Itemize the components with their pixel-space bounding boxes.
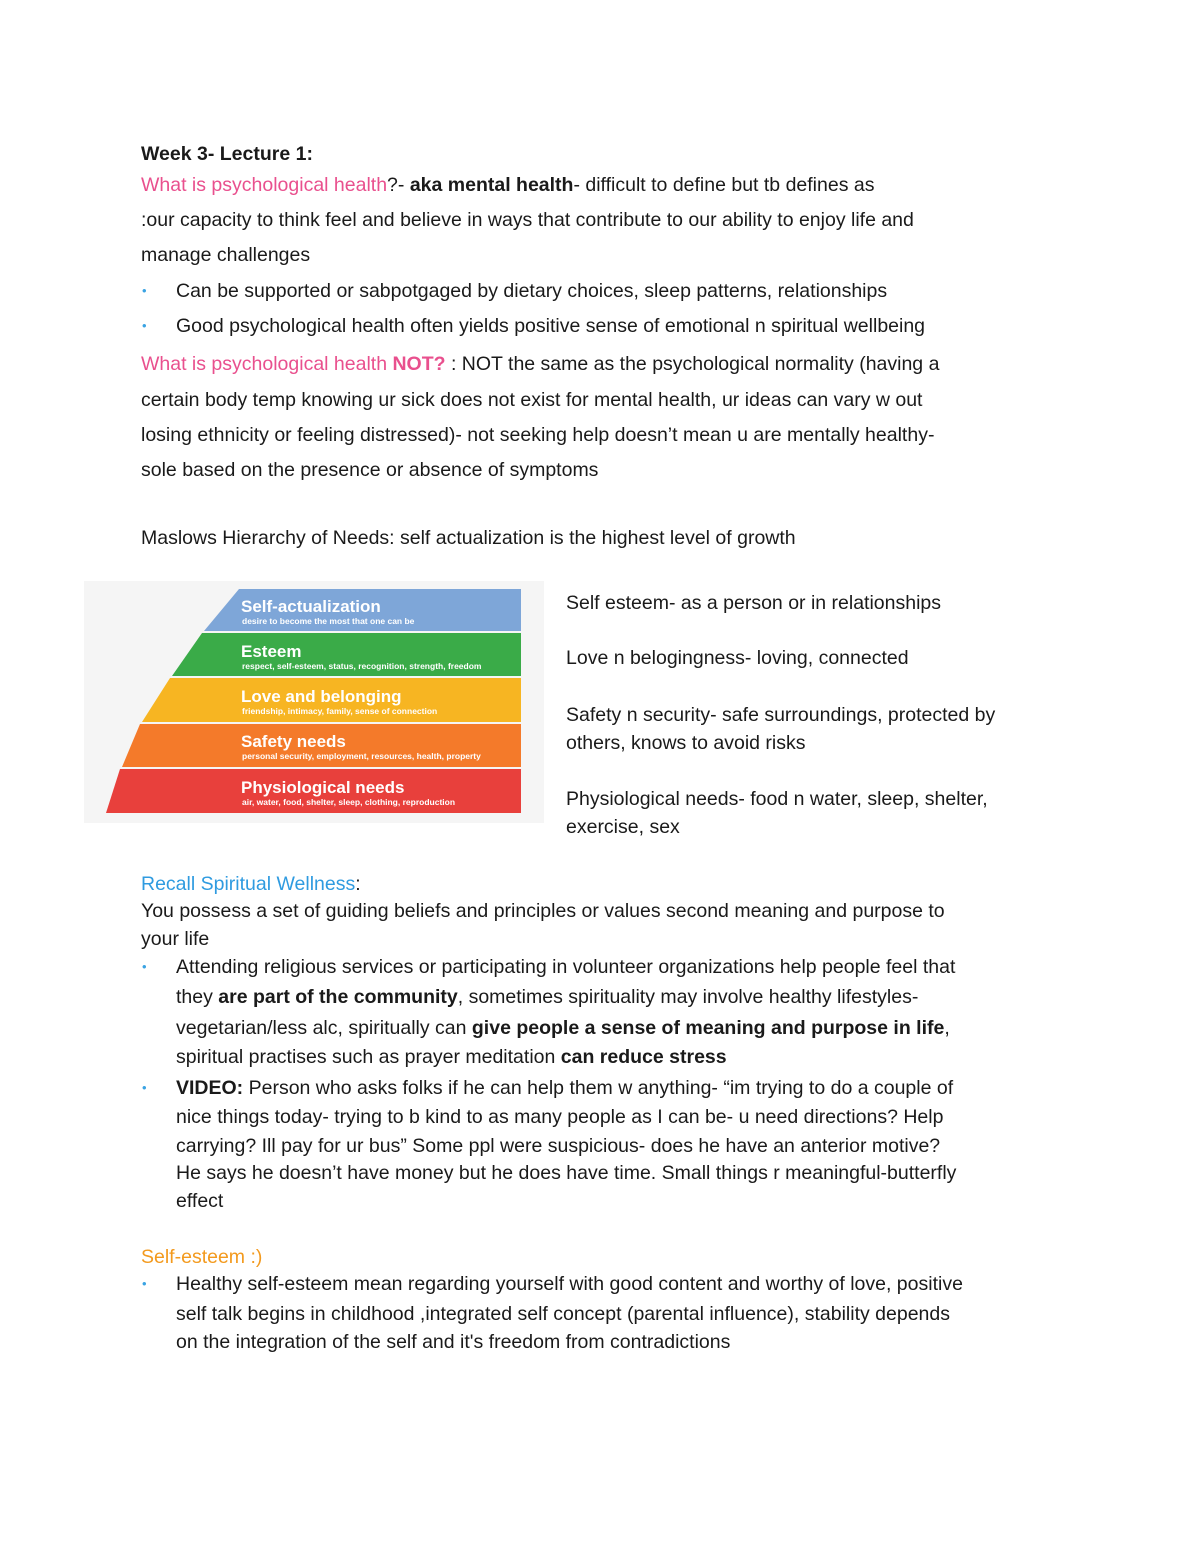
maslow-intro: Maslows Hierarchy of Needs: self actualization is the highest level of growth xyxy=(141,527,796,549)
psych-question-line: What is psychological health?- aka mental health- difficult to define but tb defines as xyxy=(141,174,875,196)
spiritual-heading: Recall Spiritual Wellness: xyxy=(141,873,361,895)
psych-not-line: certain body temp knowing ur sick does not exist for mental health, ur ideas can vary w out xyxy=(141,389,923,411)
pyramid-sub-safety: personal security, employment, resources, health, property xyxy=(242,751,481,761)
selfesteem-bullet-line: Healthy self-esteem mean regarding yourself with good content and worthy of love, positive xyxy=(176,1273,963,1295)
spiritual-intro: your life xyxy=(141,928,210,950)
psych-bullet: Can be supported or sabpotgaged by dietary choices, sleep patterns, relationships xyxy=(176,280,888,302)
pyramid-title-self-actualization: Self-actualization xyxy=(241,597,381,616)
pyramid-sub-self-actualization: desire to become the most that one can be xyxy=(242,616,415,626)
maslow-note-physiological: Physiological needs- food n water, sleep, shelter, xyxy=(566,788,988,810)
spiritual-bullet-line: spiritual practises such as prayer meditation can reduce stress xyxy=(176,1046,727,1068)
page-heading: Week 3- Lecture 1: xyxy=(141,143,313,165)
maslow-pyramid xyxy=(84,581,544,823)
pyramid-title-esteem: Esteem xyxy=(241,642,302,661)
video-bullet-line: effect xyxy=(176,1190,224,1212)
pyramid-title-love: Love and belonging xyxy=(241,687,402,706)
spiritual-bullet-line: vegetarian/less alc, spiritually can give people a sense of meaning and purpose in life, xyxy=(176,1017,950,1039)
psych-not-line: sole based on the presence or absence of symptoms xyxy=(141,459,599,481)
pyramid-sub-physiological: air, water, food, shelter, sleep, clothing, reproduction xyxy=(242,797,456,807)
maslow-note-love: Love n belogingness- loving, connected xyxy=(566,647,909,669)
pyramid-sub-esteem: respect, self-esteem, status, recognition, strength, freedom xyxy=(242,661,482,671)
maslow-note-esteem: Self esteem- as a person or in relationships xyxy=(566,592,942,614)
psych-bullet: Good psychological health often yields positive sense of emotional n spiritual wellbeing xyxy=(176,315,926,337)
bullet-icon: • xyxy=(142,318,147,333)
bullet-icon: • xyxy=(142,959,147,974)
psych-definition-line: manage challenges xyxy=(141,244,311,266)
pyramid-sub-love: friendship, intimacy, family, sense of connection xyxy=(242,706,438,716)
video-bullet-line: VIDEO: Person who asks folks if he can help them w anything- “im trying to do a couple of xyxy=(176,1077,954,1099)
video-bullet-line: nice things today- trying to b kind to as many people as I can be- u need directions? Help xyxy=(176,1106,944,1128)
selfesteem-heading: Self-esteem :) xyxy=(141,1246,263,1268)
psych-definition-line: :our capacity to think feel and believe in ways that contribute to our ability to enjoy life and xyxy=(141,209,914,231)
psych-not-line: What is psychological health NOT? : NOT the same as the psychological normality (having a xyxy=(141,353,940,375)
maslow-note-safety: others, knows to avoid risks xyxy=(566,732,806,754)
pyramid-title-physiological: Physiological needs xyxy=(241,778,405,797)
maslow-note-safety: Safety n security- safe surroundings, protected by xyxy=(566,704,996,726)
spiritual-intro: You possess a set of guiding beliefs and principles or values second meaning and purpose to xyxy=(141,900,945,922)
pyramid-title-safety: Safety needs xyxy=(241,732,346,751)
psych-not-line: losing ethnicity or feeling distressed)- not seeking help doesn’t mean u are mentally healthy- xyxy=(141,424,935,446)
maslow-note-physiological: exercise, sex xyxy=(566,816,680,838)
video-bullet-line: He says he doesn’t have money but he does have time. Small things r meaningful-butterfly xyxy=(176,1162,957,1184)
spiritual-bullet-line: they are part of the community, sometimes spirituality may involve healthy lifestyles- xyxy=(176,986,919,1008)
bullet-icon: • xyxy=(142,1080,147,1095)
selfesteem-bullet-line: self talk begins in childhood ,integrated self concept (parental influence), stability depends xyxy=(176,1303,950,1325)
bullet-icon: • xyxy=(142,1276,147,1291)
bullet-icon: • xyxy=(142,283,147,298)
psych-question: What is psychological health xyxy=(141,174,388,196)
video-bullet-line: carrying? Ill pay for ur bus” Some ppl were suspicious- does he have an anterior motive? xyxy=(176,1135,941,1157)
selfesteem-bullet-line: on the integration of the self and it's freedom from contradictions xyxy=(176,1331,731,1353)
spiritual-bullet-line: Attending religious services or participating in volunteer organizations help people feel that xyxy=(176,956,956,978)
